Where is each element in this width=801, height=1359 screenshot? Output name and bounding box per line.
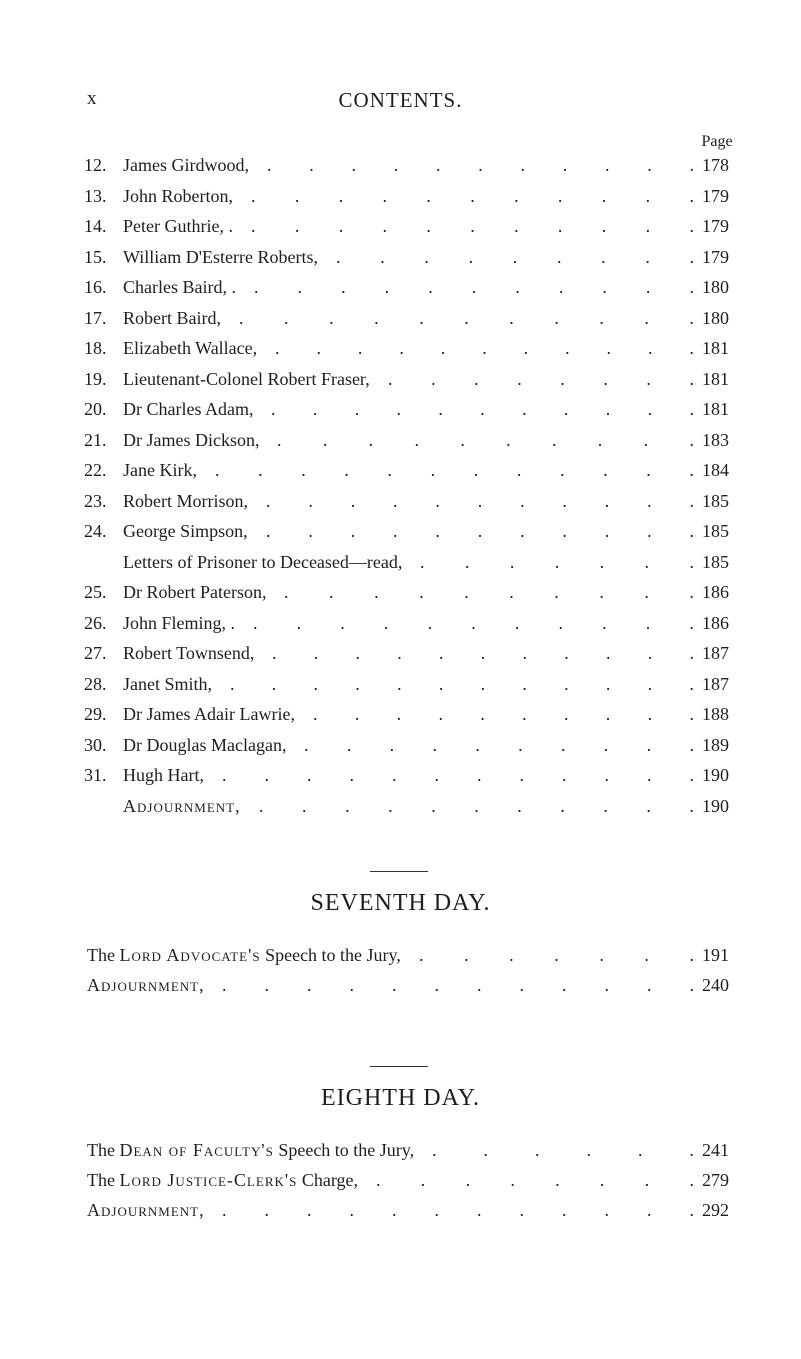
toc-entry	[0, 942, 801, 968]
page-number: x	[87, 88, 97, 109]
section-divider	[370, 871, 428, 872]
toc-entry	[0, 762, 801, 788]
entry-title: The Lord Justice-Clerk's Charge,	[87, 1170, 359, 1190]
entry-number: 13.	[84, 185, 107, 206]
toc-entry	[0, 972, 801, 998]
entry-title: James Girdwood,	[123, 155, 249, 175]
dot-leader: . . . . . . . . . .	[304, 734, 694, 755]
entry-page-number: 186	[702, 582, 729, 602]
dot-leader: . . . . . . . . . .	[284, 582, 694, 602]
toc-entry	[0, 610, 801, 636]
toc-entry	[0, 152, 801, 178]
entry-page-number: 186	[702, 612, 729, 633]
entry-title: William D'Esterre Roberts,	[123, 246, 318, 267]
toc-entry	[0, 732, 801, 758]
entry-title: Robert Townsend,	[123, 643, 255, 663]
entry-page-number: 181	[702, 338, 729, 358]
dot-leader: . . . . . . . . . .	[277, 429, 694, 450]
entry-title: Dr James Dickson,	[123, 429, 260, 450]
entry-page-number: 292	[702, 1200, 729, 1220]
dot-leader: . . . . . . . . . . .	[254, 277, 694, 297]
toc-entry	[0, 549, 801, 575]
entry-number: 16.	[84, 277, 107, 297]
toc-entry	[0, 427, 801, 453]
entry-number: 17.	[84, 307, 107, 328]
entry-title: John Fleming, .	[123, 612, 236, 633]
entry-title: John Roberton,	[123, 185, 233, 206]
entry-title: Lieutenant-Colonel Robert Fraser,	[123, 368, 370, 389]
entry-number: 22.	[84, 460, 107, 480]
dot-leader: . . . . . . . . . . .	[251, 216, 694, 236]
dot-leader: . . . . . . . . . . .	[271, 399, 694, 419]
toc-entry	[0, 183, 801, 209]
dot-leader: . . . . . . . . . . .	[266, 521, 694, 541]
entry-title: Janet Smith,	[123, 673, 212, 694]
toc-entry	[0, 1197, 801, 1223]
entry-page-number: 185	[702, 490, 729, 511]
dot-leader: . . . . . . . . . . .	[259, 795, 694, 816]
entry-page-number: 178	[702, 155, 729, 175]
entry-page-number: 279	[702, 1170, 729, 1190]
page-column-label: Page	[701, 133, 733, 150]
entry-title: Adjournment,	[87, 975, 204, 995]
entry-number: 23.	[84, 490, 107, 511]
section-divider	[370, 1066, 428, 1067]
entry-title: Jane Kirk,	[123, 460, 197, 480]
entry-number: 31.	[84, 765, 107, 785]
entry-page-number: 187	[702, 643, 729, 663]
toc-entry	[0, 366, 801, 392]
dot-leader: . . . . . . . . . . . .	[215, 460, 694, 480]
entry-number: 25.	[84, 582, 107, 602]
entry-title: The Dean of Faculty's Speech to the Jury,	[87, 1140, 415, 1160]
entry-number: 19.	[84, 368, 107, 389]
entry-page-number: 180	[702, 277, 729, 297]
entry-page-number: 189	[702, 734, 729, 755]
dot-leader: . . . . . . . . . . .	[253, 612, 694, 633]
entry-page-number: 179	[702, 185, 729, 206]
entry-page-number: 181	[702, 368, 729, 389]
entry-page-number: 180	[702, 307, 729, 328]
entry-title: Dr Charles Adam,	[123, 399, 254, 419]
dot-leader: . . . . . . . . . . . .	[222, 765, 694, 785]
entry-page-number: 185	[702, 521, 729, 541]
entry-title: Peter Guthrie, .	[123, 216, 233, 236]
toc-entry	[0, 396, 801, 422]
entry-page-number: 179	[702, 216, 729, 236]
entry-number: 21.	[84, 429, 107, 450]
toc-entry	[0, 457, 801, 483]
entry-page-number: 241	[702, 1140, 729, 1160]
dot-leader: . . . . . . .	[420, 551, 694, 572]
entry-title: Adjournment,	[87, 1200, 204, 1220]
dot-leader: . . . . . . . . . .	[313, 704, 694, 724]
toc-entry	[0, 335, 801, 361]
entry-title: Adjournment,	[123, 795, 241, 816]
dot-leader: . . . . . . . . . . .	[266, 490, 694, 511]
dot-leader: . . . . . . . . . . .	[251, 185, 694, 206]
entry-title: Dr Robert Paterson,	[123, 582, 267, 602]
entry-page-number: 181	[702, 399, 729, 419]
toc-entry	[0, 701, 801, 727]
dot-leader: . . . . . . . . . . .	[272, 643, 694, 663]
entry-title: Charles Baird, .	[123, 277, 236, 297]
entry-number: 29.	[84, 704, 107, 724]
dot-leader: . . . . . . . . . . . .	[230, 673, 694, 694]
toc-entry	[0, 1167, 801, 1193]
entry-number: 14.	[84, 216, 107, 236]
toc-entry	[0, 793, 801, 819]
dot-leader: . . . . . . . .	[388, 368, 694, 389]
section-heading-eighth-day: EIGHTH DAY.	[320, 1085, 480, 1111]
dot-leader: . . . . . . . . . . .	[267, 155, 694, 175]
toc-entry	[0, 579, 801, 605]
entry-page-number: 240	[702, 975, 729, 995]
entry-number: 24.	[84, 521, 107, 541]
toc-entry	[0, 213, 801, 239]
dot-leader: . . . . . . . . . . . .	[222, 975, 694, 995]
entry-number: 18.	[84, 338, 107, 358]
dot-leader: . . . . . . . . . . .	[239, 307, 694, 328]
entry-title: Robert Baird,	[123, 307, 221, 328]
running-title: CONTENTS.	[338, 88, 463, 112]
entry-title: Dr James Adair Lawrie,	[123, 704, 295, 724]
entry-number: 28.	[84, 673, 107, 694]
dot-leader: . . . . . . .	[419, 945, 694, 965]
entry-page-number: 179	[702, 246, 729, 267]
toc-entry	[0, 518, 801, 544]
entry-page-number: 187	[702, 673, 729, 694]
dot-leader: . . . . . . . . . . .	[275, 338, 694, 358]
toc-entry	[0, 640, 801, 666]
toc-entry	[0, 274, 801, 300]
entry-title: Robert Morrison,	[123, 490, 248, 511]
entry-title: Hugh Hart,	[123, 765, 204, 785]
entry-page-number: 184	[702, 460, 729, 480]
entry-title: Elizabeth Wallace,	[123, 338, 258, 358]
entry-page-number: 190	[702, 765, 729, 785]
entry-page-number: 188	[702, 704, 729, 724]
page-header	[0, 88, 801, 114]
dot-leader: . . . . . . . . .	[336, 246, 694, 267]
dot-leader: . . . . . . . . . . . .	[222, 1200, 694, 1220]
entry-title: Dr Douglas Maclagan,	[123, 734, 287, 755]
entry-title: George Simpson,	[123, 521, 248, 541]
entry-number: 20.	[84, 399, 107, 419]
dot-leader: . . . . . .	[432, 1140, 694, 1160]
toc-entry	[0, 244, 801, 270]
entry-page-number: 191	[702, 945, 729, 965]
entry-page-number: 185	[702, 551, 729, 572]
toc-entry	[0, 1137, 801, 1163]
entry-number: 15.	[84, 246, 107, 267]
entry-page-number: 190	[702, 795, 729, 816]
entry-number: 30.	[84, 734, 107, 755]
entry-number: 12.	[84, 155, 107, 175]
entry-number: 27.	[84, 643, 107, 663]
entry-page-number: 183	[702, 429, 729, 450]
section-heading-seventh-day: SEVENTH DAY.	[310, 890, 491, 916]
toc-entry	[0, 305, 801, 331]
entry-title: The Lord Advocate's Speech to the Jury,	[87, 945, 401, 965]
entry-number: 26.	[84, 612, 107, 633]
toc-entry	[0, 488, 801, 514]
dot-leader: . . . . . . . .	[376, 1170, 694, 1190]
entry-title: Letters of Prisoner to Deceased—read,	[123, 551, 403, 572]
toc-entry	[0, 671, 801, 697]
